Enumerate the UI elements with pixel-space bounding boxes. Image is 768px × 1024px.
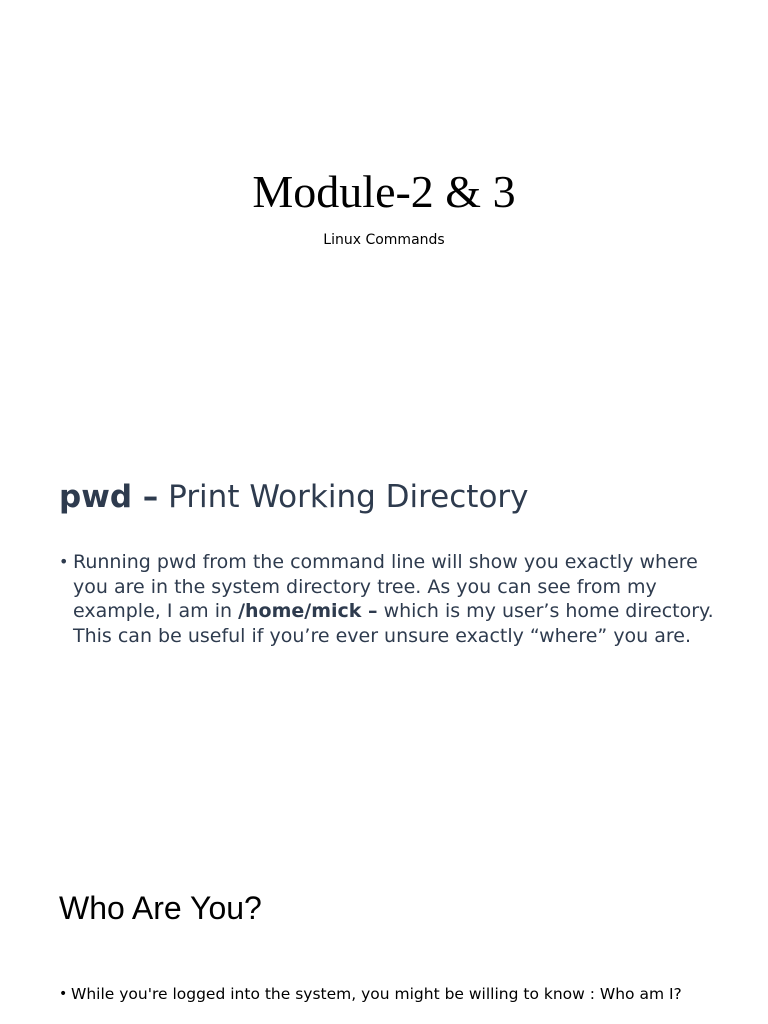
pwd-bullet-path: /home/mick – (238, 600, 378, 622)
list-item (59, 983, 749, 1005)
bullet-icon: • (59, 552, 69, 571)
bullet-icon: • (59, 986, 68, 1002)
pwd-heading (59, 476, 739, 518)
pwd-bullet-part2: which is my user’s home directory. This can be useful if you’re ever unsure exactly “where” you are. (73, 600, 714, 647)
pwd-bullet-text (73, 550, 719, 648)
slide-title-heading: Module-2 & 3 (252, 166, 516, 217)
whoami-heading: Who Are You? (59, 890, 262, 926)
slide-title (0, 0, 768, 430)
whoami-bullet-text: While you're logged into the system, you might be willing to know : Who am I? (71, 985, 682, 1003)
pwd-command-label: pwd – (59, 479, 159, 515)
pwd-bullet-part1: Running pwd from the command line will show you exactly where you are in the system directory tree. As you can see from my example, I am in (73, 551, 698, 622)
pwd-bullet-list (59, 550, 719, 648)
list-item (59, 550, 719, 648)
slide-subtitle: Linux Commands (323, 232, 445, 248)
whoami-bullet-list (59, 983, 749, 1005)
pwd-description-label: Print Working Directory (158, 479, 529, 515)
